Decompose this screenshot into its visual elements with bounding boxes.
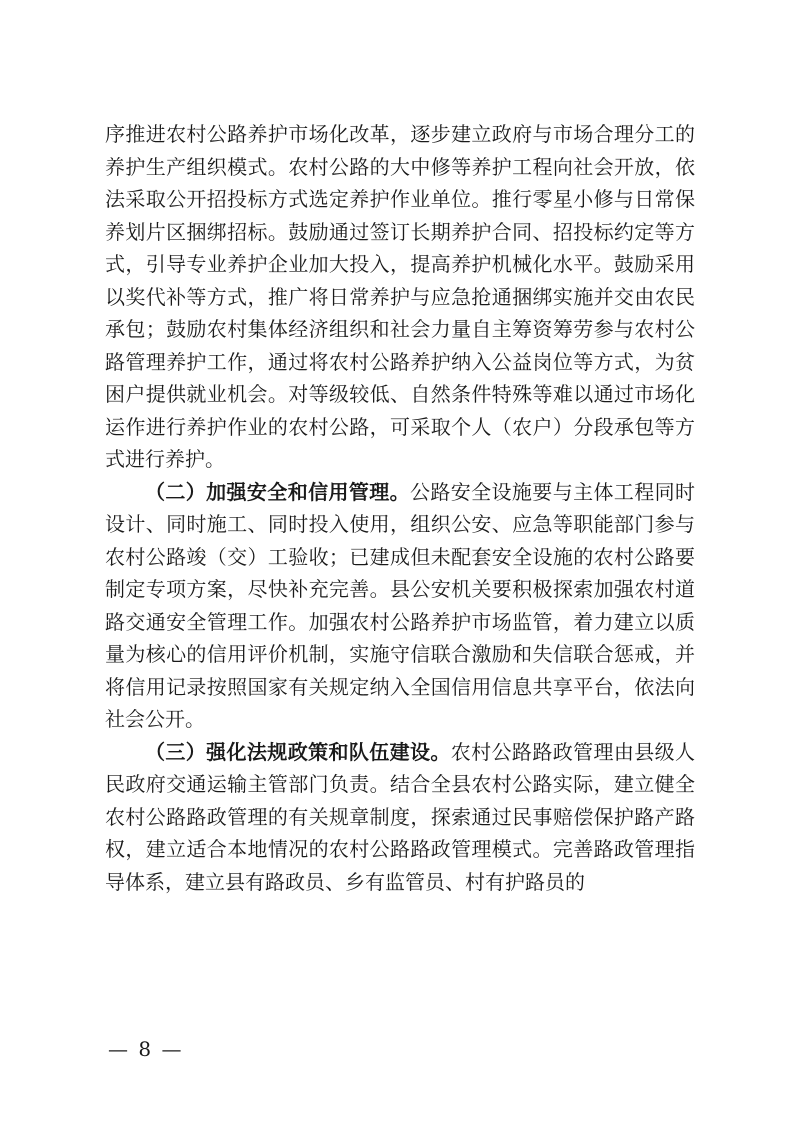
document-body [105, 118, 695, 898]
section-heading-3: （三）强化法规政策和队伍建设。 [145, 739, 451, 764]
paragraph-3-text: 农村公路路政管理由县级人民政府交通运输主管部门负责。结合全县农村公路实际，建立健全农村公路路政管理的有关规章制度，探索通过民事赔偿保护路产路权，建立适合本地情况的农村公路路政管理模式。完善路政管理指导体系，建立县有路政员、乡有监管员、村有护路员的 [105, 739, 696, 894]
paragraph-2 [105, 476, 695, 736]
paragraph-2-text: 公路安全设施要与主体工程同时设计、同时施工、同时投入使用，组织公安、应急等职能部门参与农村公路竣（交）工验收；已建成但未配套安全设施的农村公路要制定专项方案，尽快补充完善。县公安机关要积极探索加强农村道路交通安全管理工作。加强农村公路养护市场监管，着力建立以质量为核心的信用评价机制，实施守信联合激励和失信联合惩戒，并将信用记录按照国家有关规定纳入全国信用信息共享平台，依法向社会公开。 [105, 479, 695, 731]
section-heading-2: （二）加强安全和信用管理。 [145, 479, 410, 504]
paragraph-1-text: 序推进农村公路养护市场化改革，逐步建立政府与市场合理分工的养护生产组织模式。农村公路的大中修等养护工程向社会开放，依法采取公开招投标方式选定养护作业单位。推行零星小修与日常保养划片区捆绑招标。鼓励通过签订长期养护合同、招投标约定等方式，引导专业养护企业加大投入，提高养护机械化水平。鼓励采用以奖代补等方式，推广将日常养护与应急抢通捆绑实施并交由农民承包；鼓励农村集体经济组织和社会力量自主筹资筹劳参与农村公路管理养护工作，通过将农村公路养护纳入公益岗位等方式，为贫困户提供就业机会。对等级较低、自然条件特殊等难以通过市场化运作进行养护作业的农村公路，可采取个人（农户）分段承包等方式进行养护。 [105, 122, 695, 471]
paragraph-1 [105, 118, 695, 476]
page-number: — 8 — [108, 1037, 184, 1061]
paragraph-3 [105, 736, 695, 899]
